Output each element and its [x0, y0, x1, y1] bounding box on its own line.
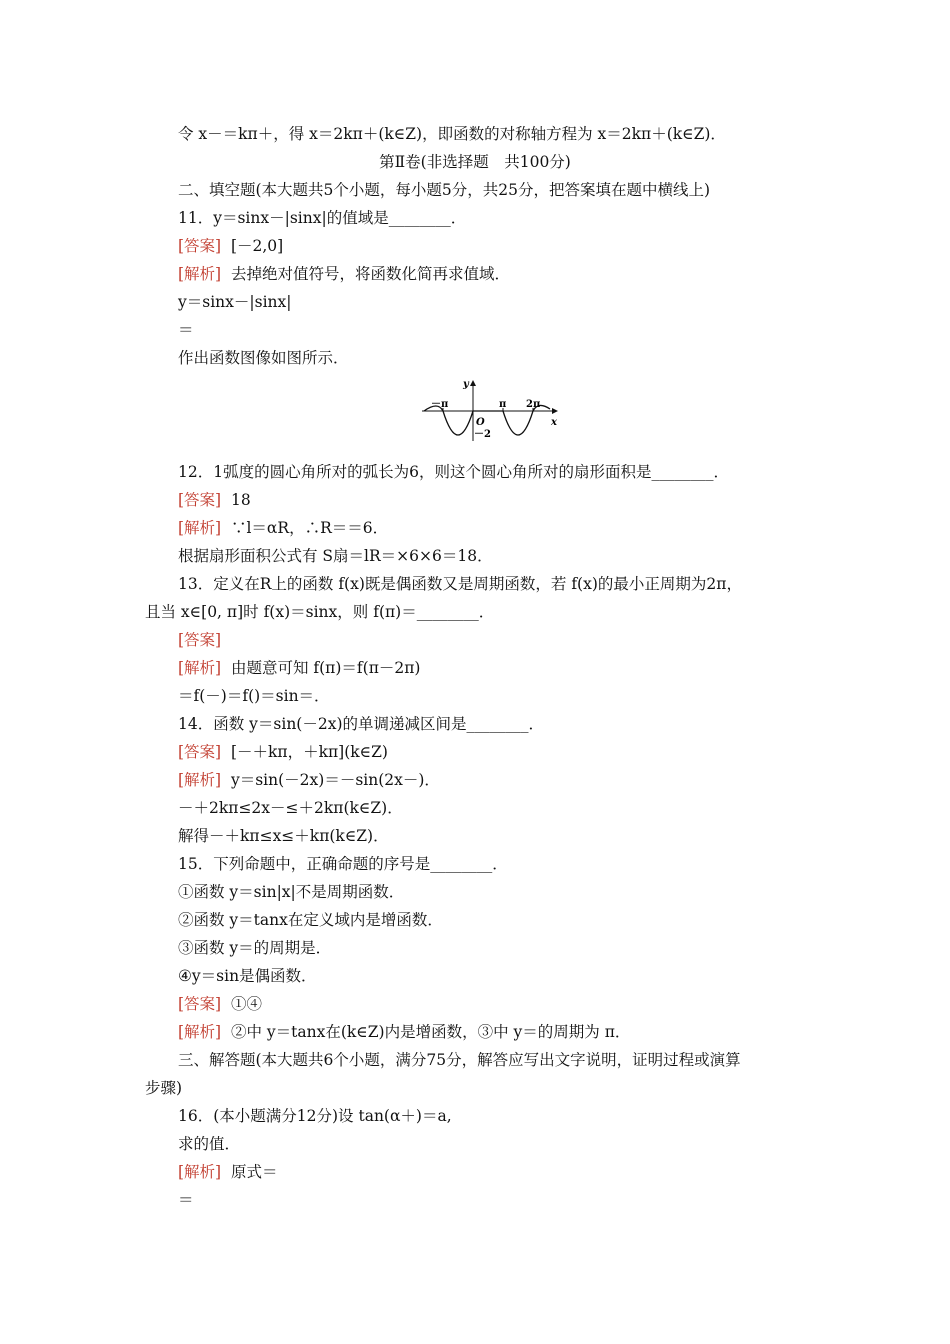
- analysis-line-11: [178, 264, 510, 284]
- text-line: －＋2kπ≤2x－≤＋2kπ(k∈Z)．: [178, 799, 403, 817]
- answer-line-11: [178, 236, 283, 256]
- label-neg-pi: －π: [431, 399, 449, 410]
- answer-text: [－2,0]: [230, 237, 284, 255]
- analysis-tag: [解析]: [178, 1023, 222, 1041]
- label-y-axis: y: [463, 379, 469, 390]
- answer-line-14: [178, 742, 388, 762]
- question-16-continued: 求的值．: [178, 1135, 241, 1153]
- proposition-2: ②函数 y＝tanx在定义域内是增函数．: [178, 911, 443, 929]
- section-heading-fill-blank: 二、填空题(本大题共5个小题，每小题5分，共25分，把答案填在题中横线上): [178, 181, 711, 199]
- label-neg-two: －2: [474, 429, 491, 440]
- question-11: 11．y＝sinx－|sinx|的值域是________．: [178, 209, 467, 227]
- text-line: ＝: [178, 1191, 194, 1209]
- analysis-line-14: [178, 770, 440, 790]
- label-x-axis: x: [551, 417, 557, 428]
- label-origin: O: [476, 417, 485, 428]
- answer-tag: [答案]: [178, 995, 222, 1013]
- answer-line-15: [178, 994, 262, 1014]
- analysis-tag: [解析]: [178, 771, 222, 789]
- question-14: 14．函数 y＝sin(－2x)的单调递减区间是________．: [178, 715, 544, 733]
- question-16: 16．(本小题满分12分)设 tan(α＋)＝a,: [178, 1107, 452, 1125]
- proposition-4: ④y＝sin是偶函数．: [178, 967, 317, 985]
- analysis-text: ②中 y＝tanx在(k∈Z)内是增函数，③中 y＝的周期为 π．: [230, 1023, 631, 1041]
- proposition-1: ①函数 y＝sin|x|不是周期函数．: [178, 883, 405, 901]
- label-pi: π: [499, 399, 507, 410]
- y-axis-arrow: [470, 380, 476, 386]
- text-line: y＝sinx－|sinx|: [178, 293, 292, 311]
- text-line: 解得－＋kπ≤x≤＋kπ(k∈Z)．: [178, 827, 389, 845]
- function-graph: [420, 375, 565, 445]
- analysis-text: y＝sin(－2x)＝－sin(2x－)．: [230, 771, 440, 789]
- answer-tag: [答案]: [178, 631, 222, 649]
- analysis-line-15: [178, 1022, 630, 1042]
- analysis-tag: [解析]: [178, 659, 222, 677]
- text-line: ＝: [178, 321, 194, 339]
- analysis-line-16: [178, 1162, 277, 1182]
- analysis-tag: [解析]: [178, 519, 222, 537]
- section-heading-solutions: 三、解答题(本大题共6个小题，满分75分，解答应写出文字说明，证明过程或演算: [178, 1051, 741, 1069]
- question-15: 15．下列命题中，正确命题的序号是________．: [178, 855, 508, 873]
- analysis-text: 由题意可知 f(π)＝f(π－2π): [230, 659, 421, 677]
- analysis-line-12: [178, 518, 388, 538]
- answer-line-12: [178, 490, 251, 510]
- analysis-tag: [解析]: [178, 1163, 222, 1181]
- answer-tag: [答案]: [178, 743, 222, 761]
- text-line: ＝f(－)＝f()＝sin＝．: [178, 687, 330, 705]
- answer-tag: [答案]: [178, 491, 222, 509]
- text-line: 根据扇形面积公式有 S扇＝lR＝×6×6＝18．: [178, 547, 493, 565]
- text-line: 作出函数图像如图所示．: [178, 349, 349, 367]
- analysis-text: ∵l＝αR，∴R＝＝6．: [230, 519, 389, 537]
- analysis-text: 去掉绝对值符号，将函数化简再求值域．: [230, 265, 510, 283]
- curve-left-trough: [424, 406, 473, 435]
- label-two-pi: 2π: [526, 399, 541, 410]
- text-line-axis-equation: 令 x－＝kπ＋，得 x＝2kπ＋(k∈Z)，即函数的对称轴方程为 x＝2kπ＋(k∈Z)．: [178, 125, 726, 143]
- analysis-line-13: [178, 658, 420, 678]
- answer-text: [－＋kπ，＋kπ](k∈Z): [230, 743, 388, 761]
- answer-line-13: [178, 630, 221, 650]
- proposition-3: ③函数 y＝的周期是．: [178, 939, 332, 957]
- question-13: 13．定义在R上的函数 f(x)既是偶函数又是周期函数，若 f(x)的最小正周期为2π，: [178, 575, 742, 593]
- section-heading-part-two: 第Ⅱ卷(非选择题 共100分): [379, 153, 571, 171]
- section-heading-solutions-continued: 步骤): [145, 1079, 183, 1097]
- question-12: 12．1弧度的圆心角所对的弧长为6，则这个圆心角所对的扇形面积是________．: [178, 463, 729, 481]
- answer-text: ①④: [230, 995, 262, 1013]
- answer-text: 18: [230, 491, 251, 509]
- x-axis-arrow: [552, 408, 558, 414]
- analysis-text: 原式＝: [230, 1163, 278, 1181]
- analysis-tag: [解析]: [178, 265, 222, 283]
- question-13-continued: 且当 x∈[0, π]时 f(x)＝sinx，则 f(π)＝________．: [145, 603, 495, 621]
- answer-tag: [答案]: [178, 237, 222, 255]
